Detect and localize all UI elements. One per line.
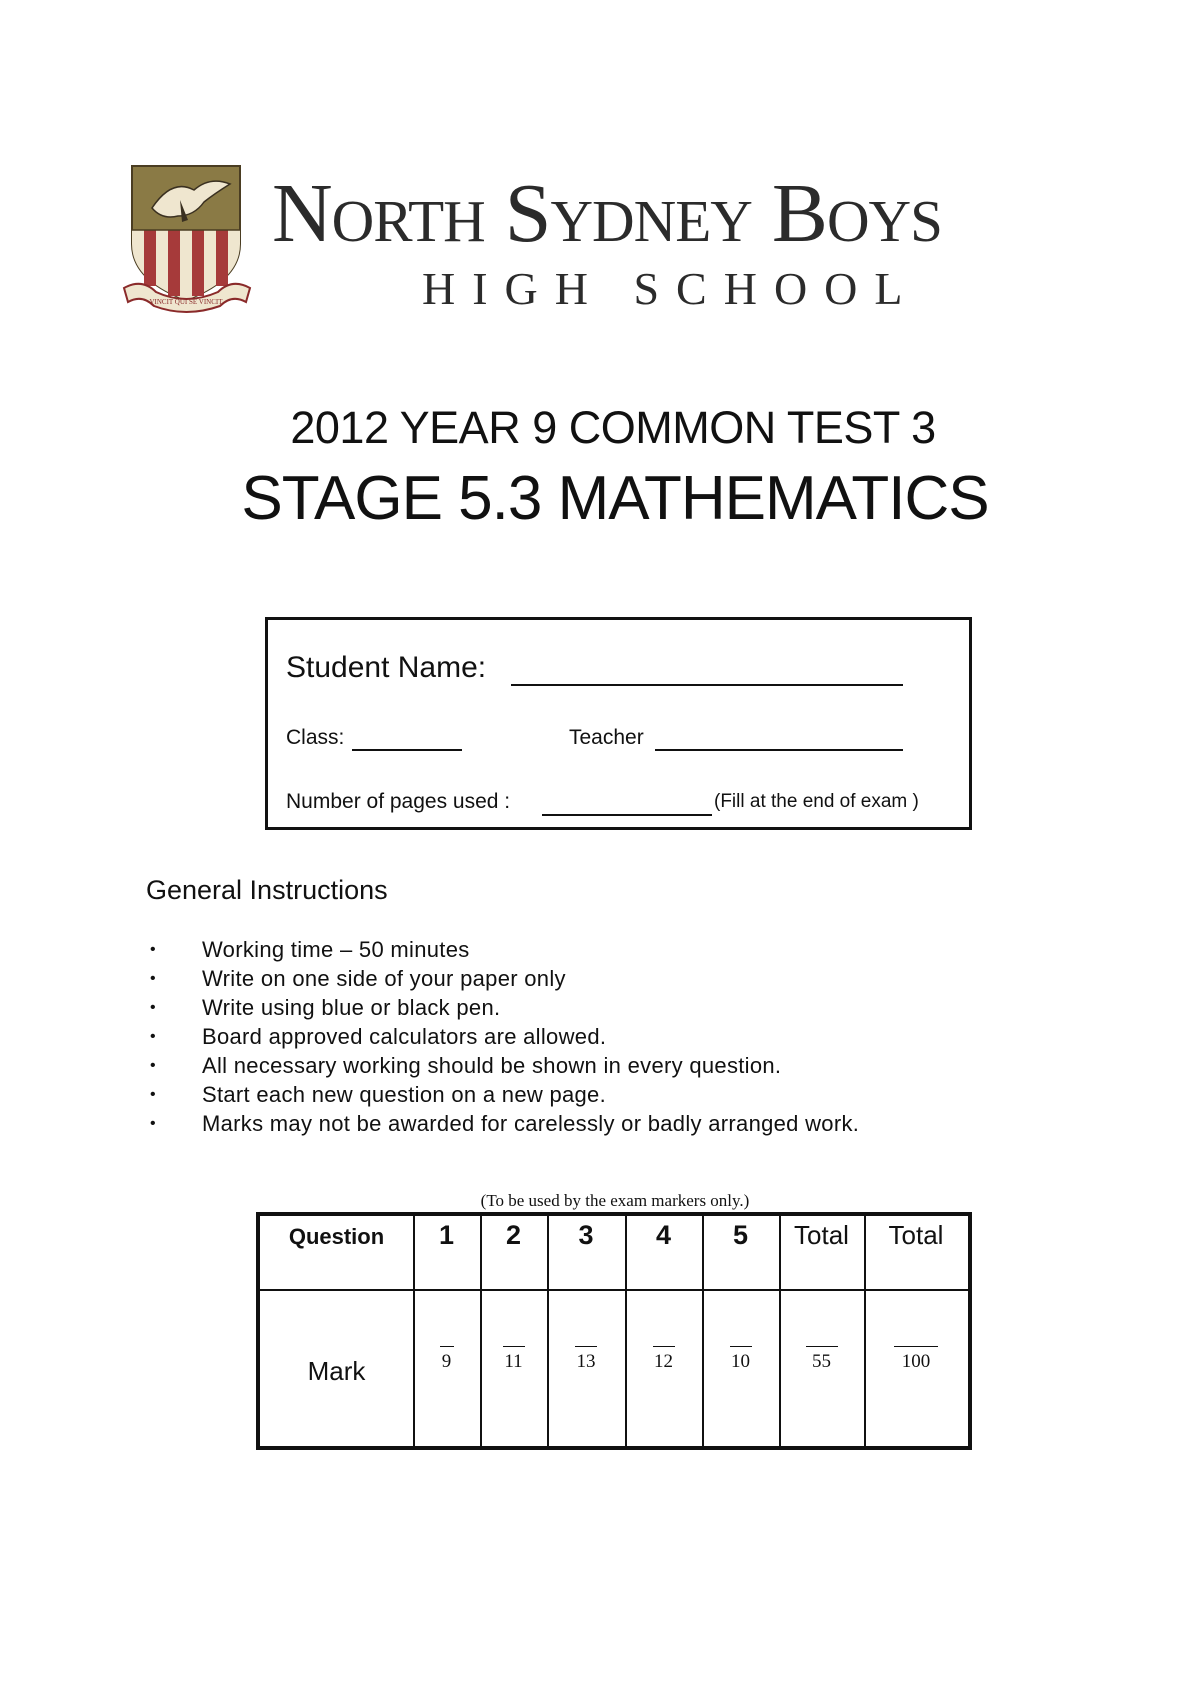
question-col-5: 5 xyxy=(732,1220,749,1250)
instructions-heading: General Instructions xyxy=(146,875,388,905)
bullet-icon: • xyxy=(150,999,156,1016)
max-mark: 11 xyxy=(504,1351,523,1372)
instruction-text: Marks may not be awarded for carelessly or badly arranged work. xyxy=(202,1111,860,1136)
crest-motto: VINCIT QUI SE VINCIT xyxy=(149,298,223,306)
instruction-text: Write on one side of your paper only xyxy=(202,966,566,991)
student-name-field[interactable] xyxy=(511,684,903,686)
mark-cell-1[interactable] xyxy=(413,1346,480,1373)
list-item xyxy=(146,964,859,993)
list-item xyxy=(146,993,859,1022)
total-col-55: Total xyxy=(794,1220,849,1250)
class-field[interactable] xyxy=(352,749,462,751)
marks-table xyxy=(256,1212,972,1450)
mark-cell-total-100[interactable] xyxy=(864,1346,968,1373)
instruction-text: Working time – 50 minutes xyxy=(202,937,470,962)
question-header: Question xyxy=(288,1224,385,1249)
max-mark: 9 xyxy=(441,1351,452,1372)
subject-title: STAGE 5.3 MATHEMATICS xyxy=(241,464,989,533)
max-mark: 13 xyxy=(576,1351,596,1372)
list-item xyxy=(146,1109,859,1138)
pages-used-field[interactable] xyxy=(542,814,712,816)
mark-cell-total-55[interactable] xyxy=(779,1346,864,1373)
mark-row-label: Mark xyxy=(307,1356,366,1386)
crest-icon xyxy=(122,160,252,318)
list-item xyxy=(146,1051,859,1080)
mark-cell-2[interactable] xyxy=(480,1346,547,1373)
instruction-text: Start each new question on a new page. xyxy=(202,1082,607,1107)
list-item xyxy=(146,935,859,964)
student-name-label: Student Name: xyxy=(286,651,487,684)
markers-note: (To be used by the exam markers only.) xyxy=(480,1191,750,1210)
instruction-text: Write using blue or black pen. xyxy=(202,995,501,1020)
bullet-icon: • xyxy=(150,941,156,958)
question-col-2: 2 xyxy=(505,1220,522,1250)
table-row-divider xyxy=(260,1289,968,1291)
max-mark: 10 xyxy=(731,1351,750,1372)
question-col-4: 4 xyxy=(655,1220,672,1250)
class-label: Class: xyxy=(286,726,345,749)
school-name-line1: North Sydney Boys xyxy=(272,167,942,260)
bullet-icon: • xyxy=(150,1028,156,1045)
test-title: 2012 YEAR 9 COMMON TEST 3 xyxy=(290,402,936,453)
mark-cell-4[interactable] xyxy=(625,1346,702,1373)
school-crest-logo xyxy=(122,160,252,318)
instructions-list xyxy=(146,935,859,1138)
total-col-100: Total xyxy=(888,1220,944,1250)
instruction-text: All necessary working should be shown in every question. xyxy=(202,1053,782,1078)
school-name xyxy=(272,167,1122,314)
mark-cell-5[interactable] xyxy=(702,1346,779,1373)
question-col-1: 1 xyxy=(438,1220,455,1250)
max-mark: 55 xyxy=(812,1351,831,1372)
max-mark: 12 xyxy=(654,1351,673,1372)
instruction-text: Board approved calculators are allowed. xyxy=(202,1024,607,1049)
bullet-icon: • xyxy=(150,1086,156,1103)
mark-cell-3[interactable] xyxy=(547,1346,625,1373)
teacher-label: Teacher xyxy=(569,726,644,749)
max-mark: 100 xyxy=(901,1351,931,1372)
bullet-icon: • xyxy=(150,1115,156,1132)
bullet-icon: • xyxy=(150,1057,156,1074)
teacher-field[interactable] xyxy=(655,749,903,751)
pages-used-note: (Fill at the end of exam ) xyxy=(714,791,919,812)
bullet-icon: • xyxy=(150,970,156,987)
student-info-box xyxy=(265,617,972,830)
list-item xyxy=(146,1080,859,1109)
question-col-3: 3 xyxy=(578,1220,594,1250)
pages-used-label: Number of pages used : xyxy=(286,790,511,813)
list-item xyxy=(146,1022,859,1051)
school-name-line2: HIGH SCHOOL xyxy=(422,263,920,314)
